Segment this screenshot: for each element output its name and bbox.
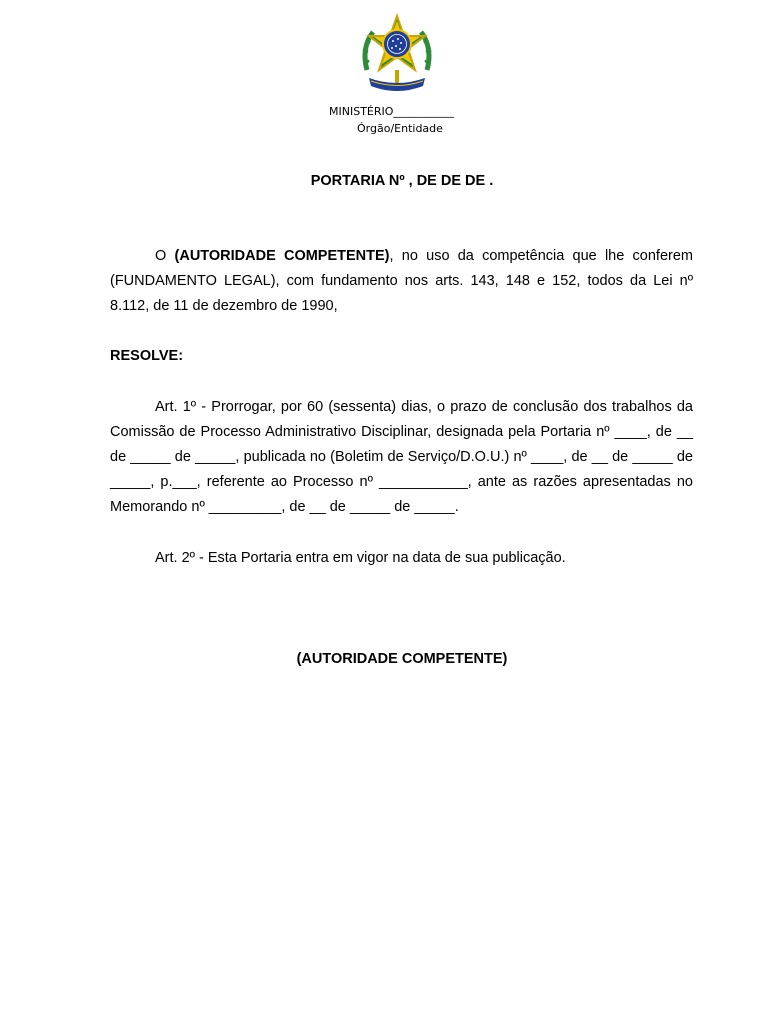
preamble-lead: O bbox=[155, 248, 175, 264]
article-1: Art. 1º - Prorrogar, por 60 (sessenta) dias, o prazo de conclusão dos trabalhos da Comissão de Processo Administrativo Disciplinar, designada pela Portaria nº ____, de __ de _____ de _____, publicada no (Boletim de Serviço/D.O.U.) nº ____, de __ de _____ de _____, p.___, referente ao Processo nº ___________, ante as razões apresentadas no Memorando nº _________, de __ de _____ de _____. bbox=[110, 399, 693, 515]
resolve-heading: RESOLVE: bbox=[110, 348, 184, 364]
ministry-label: MINISTÉRIO___________ bbox=[329, 105, 454, 118]
brazil-coat-of-arms-icon bbox=[357, 12, 437, 102]
signature-authority: (AUTORIDADE COMPETENTE) bbox=[296, 651, 508, 667]
article-2: Art. 2º - Esta Portaria entra em vigor na data de sua publicação. bbox=[155, 550, 566, 566]
preamble-rest: , no uso da competência que lhe conferem (FUNDAMENTO LEGAL), com fundamento nos arts. 143, 148 e 152, todos da Lei nº 8.112, de 11 de dezembro de 1990, bbox=[110, 248, 693, 314]
preamble-authority: (AUTORIDADE COMPETENTE) bbox=[174, 248, 390, 264]
preamble-paragraph bbox=[110, 244, 693, 319]
portaria-title: PORTARIA Nº , DE DE DE . bbox=[310, 173, 494, 189]
orgao-entidade-label: Órgão/Entidade bbox=[357, 122, 443, 135]
